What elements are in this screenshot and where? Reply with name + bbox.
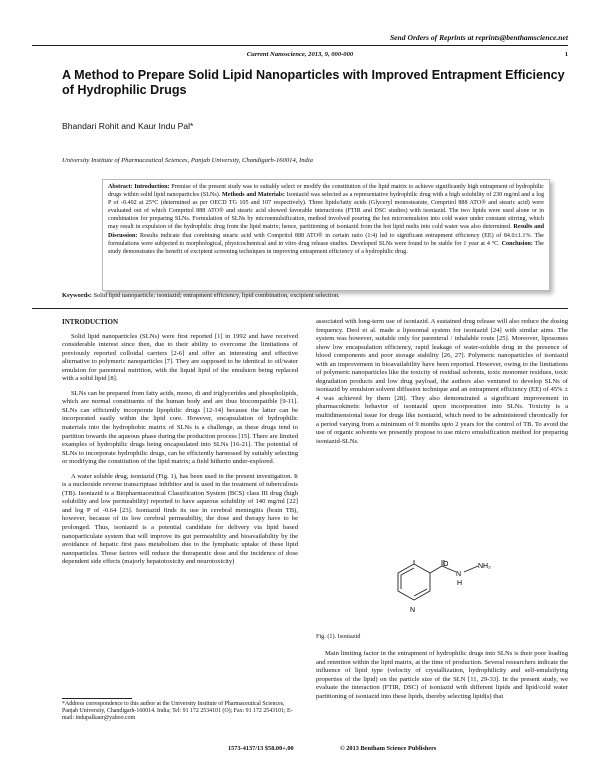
abstract-box (102, 179, 550, 291)
journal-line: Current Nanoscience, 2013, 9, 000-000 (246, 51, 354, 58)
copyright: © 2013 Bentham Science Publishers (340, 745, 437, 752)
footnote-rule (62, 698, 132, 699)
keywords-text: Solid lipid nanoparticle; isoniazid; entrapment efficiency, lipid combination, excipient selection. (93, 292, 340, 299)
affiliation: University Institute of Pharmaceutical Sciences, Panjab University, Chandigarh-160014, India (62, 157, 313, 164)
issn-price: 1573-4137/13 $58.00+.00 (228, 745, 294, 752)
article-title: A Method to Prepare Solid Lipid Nanoparticles with Improved Entrapment Efficiency of Hydrophilic Drugs (62, 68, 565, 97)
paragraph: Main limiting factor in the entrapment of hydrophilic drugs into SLNs is their poor loading and retention within the lipid matrix, at the time of production. Several researchers indicate the influence of lipid type (velocity of crystallization, hydrophilicity and self-emulsifying properties of the lipid) on the particle size of the SLN [11, 29-33]. In the present study, we evaluate the interaction (FTIR, DSC) of isoniazid with different lipids and lipid/cold water partitioning of isoniazid into these lipids, thereby selecting lipid(s) that (316, 650, 568, 700)
isoniazid-structure (372, 560, 512, 628)
abstract-intro-text: Premise of the present study was to suitably select or modify the constitution of the lipid matrix to achieve significantly high entrapment of hydrophilic drugs within solid lipid nanoparticles (SLNs). (108, 184, 544, 199)
carbonyl-bond (430, 566, 442, 573)
authors: Bhandari Rohit and Kaur Indu Pal* (62, 121, 194, 131)
right-column-lower (316, 650, 568, 701)
keywords (62, 292, 562, 299)
atom-nh: N (456, 571, 462, 578)
header-rule (32, 45, 568, 46)
body-rule (32, 308, 568, 309)
abstract-methods-label: Methods and Materials: (221, 192, 285, 199)
correspondence-footnote: *Address correspondence to this author at the University Institute of Pharmaceutical Sciences, Panjab University, Chandigarh-160014. India; Tel: 91 172 2534101 (O); Fax: 91 172 2543101; E-mail: indupalkaur@yahoo.com (62, 701, 293, 722)
paragraph: SLNs can be prepared from fatty acids, mono, di and triglycerides and phospholipids, which are normal constituents of the human body and are thus biocompatible [9-11]. SLNs can efficiently incorporate lipophilic drugs [12-14] because the latter can be incorporated easily within the lipid core. However, encapsulation of hydrophilic materials into the hydrophobic matrix of SLNs is a challenge, as these drugs tend to partition towards the aqueous phase during the production process [15]. There are limited examples of hydrophilic drugs being encapsulated into SLNs [16-21]. The potential of SLNs to incorporate hydrophilic drugs, can be efficiently harnessed by suitably selecting or modifying the constitution of the lipid matrix; a field hitherto under-explored. (62, 389, 298, 466)
abstract-conclusion-text: The study demonstrates the benefit of excipient screening techniques in improving entrapment efficiency of a hydrophilic drug. (108, 240, 545, 255)
paragraph: A water soluble drug, isoniazid (Fig. 1), has been used in the present investigation. It is a nucleoside reverse transcriptase inhibitor and is used in the treatment of tuberculosis (TB). Isoniazid is a Biopharmaceutical Classification System (BCS) class III drug (high solubility and low permeability) reported to have aqueous solubility of 140 mg/ml [22] and log P of -0.64 [23]. Isoniazid finds its use in cerebral meningitis (brain TB), however, because of its low cerebral permeability, the dose and therapy have to be prolonged. Thus, isoniazid is a potential candidate for delivery via lipid based nanoparticulate system that will improve its gut permeability and bioavailability by the avoidance of hepatic first pass metabolism due to the lymphatic uptake of these lipid nanoparticles. These factors will reduce the therapeutic dose and the incidence of dose dependent side effects (majorly hepatotoxicity and neurotoxicity) (62, 472, 298, 566)
section-heading: INTRODUCTION (62, 318, 119, 326)
atom-nh2: NH₂ (478, 563, 491, 570)
reprint-notice: Send Orders of Reprints at reprints@benthamscience.net (389, 33, 568, 42)
pyridine-ring (398, 564, 430, 600)
right-column (316, 318, 568, 446)
figure-caption: Fig. (1). Isoniazid (316, 633, 361, 640)
page-number: 1 (564, 51, 568, 58)
paragraph: Solid lipid nanoparticles (SLNs) were first reported [1] in 1992 and have received considerable interest since then, due to their ability to overcome the limitations of previously reported colloidal carriers [2-6] and offer an interesting and effective alternative to polymeric nanoparticles [7]. They are supposed to be identical to oil/water emulsion for parenteral nutrition, with the liquid lipid of the emulsion being replaced with a solid lipid [8]. (62, 332, 298, 383)
abstract-results-label: Results and Discussion: (108, 224, 544, 239)
abstract-conclusion-label: Conclusion: (501, 240, 533, 247)
paragraph: associated with long-term use of isoniazid. A sustained drug release will also reduce the dosing frequency. Deol et al. made a liposomal system for isoniazid [24] with similar aims. The system was however, suitable only for parenteral / inhalable route [25]. Moreover, liposomes show low encapsulation efficiency, rapid leakage of water-soluble drug in the presence of blood components and poor storage stability [26, 27]. Polymeric nanoparticles of isoniazid with an improvement in bioavailability have been reported. However, owing to the limitations of polymeric nanoparticles like the toxicity of residual solvents, toxic monomer residues, toxic degradation products and low drug payload, the authors also ventured to develop SLNs of isoniazid by emulsion solvent diffusion technique and an entrapment efficiency (EE) of 45% ± 4 was achieved by them [28]. They also demonstrated a significant improvement in pharmacokinetic behavior of isoniazid upon incorporation into SLNs. Toxicity is a multidimensional issue for drugs like isoniazid, which need to be administered chronically for a period varying from a minimum of 9 months upto 2 years for the control of TB. To avoid the use of organic solvents we presently propose to use micro emulsification method for preparing isoniazid-SLNs. (316, 318, 568, 445)
abstract-intro-label: Abstract: Introduction: (108, 184, 170, 190)
abstract-results-text: Results indicate that combining stearic acid with Compritol 888 ATO® in certain ratio (1:4) led to significant entrapment efficiency (EE) of 84.0±1.1%. The formulations were subjected to morphological, physicochemical and in vitro drug release studies. Developed SLNs were found to be stable for 1 year at 4 °C. (108, 232, 544, 247)
left-column (62, 318, 298, 567)
atom-o: O (443, 561, 449, 568)
atom-h: H (457, 580, 463, 587)
atom-n: N (410, 607, 416, 614)
keywords-label: Keywords: (62, 292, 92, 299)
abstract-methods-text: Isoniazid was selected as a representative hydrophilic drug with a high solubility of 230 mg/ml and a log P of -0.402 at 25°C (determined as per OECD TG 105 and 107 respectively). Three lipids/fatty acids (Glyceryl monostearate, Compritol 888 ATO® and stearic acid) were evaluated out of which Compritol 888 ATO® and stearic acid showed favorable interactions (FTIR and DSC studies) with isoniazid. The two lipids were used alone or in combination for preparing SLNs. Formulation of SLNs by microemulsification, method involved pouring the hot microemulsion into cold water under constant stirring, which may result in expulsion of the hydrophilic drug from the lipid matrix; hence, partitioning of isoniazid from the hot lipid melts into cold water was also determined. (108, 192, 544, 231)
